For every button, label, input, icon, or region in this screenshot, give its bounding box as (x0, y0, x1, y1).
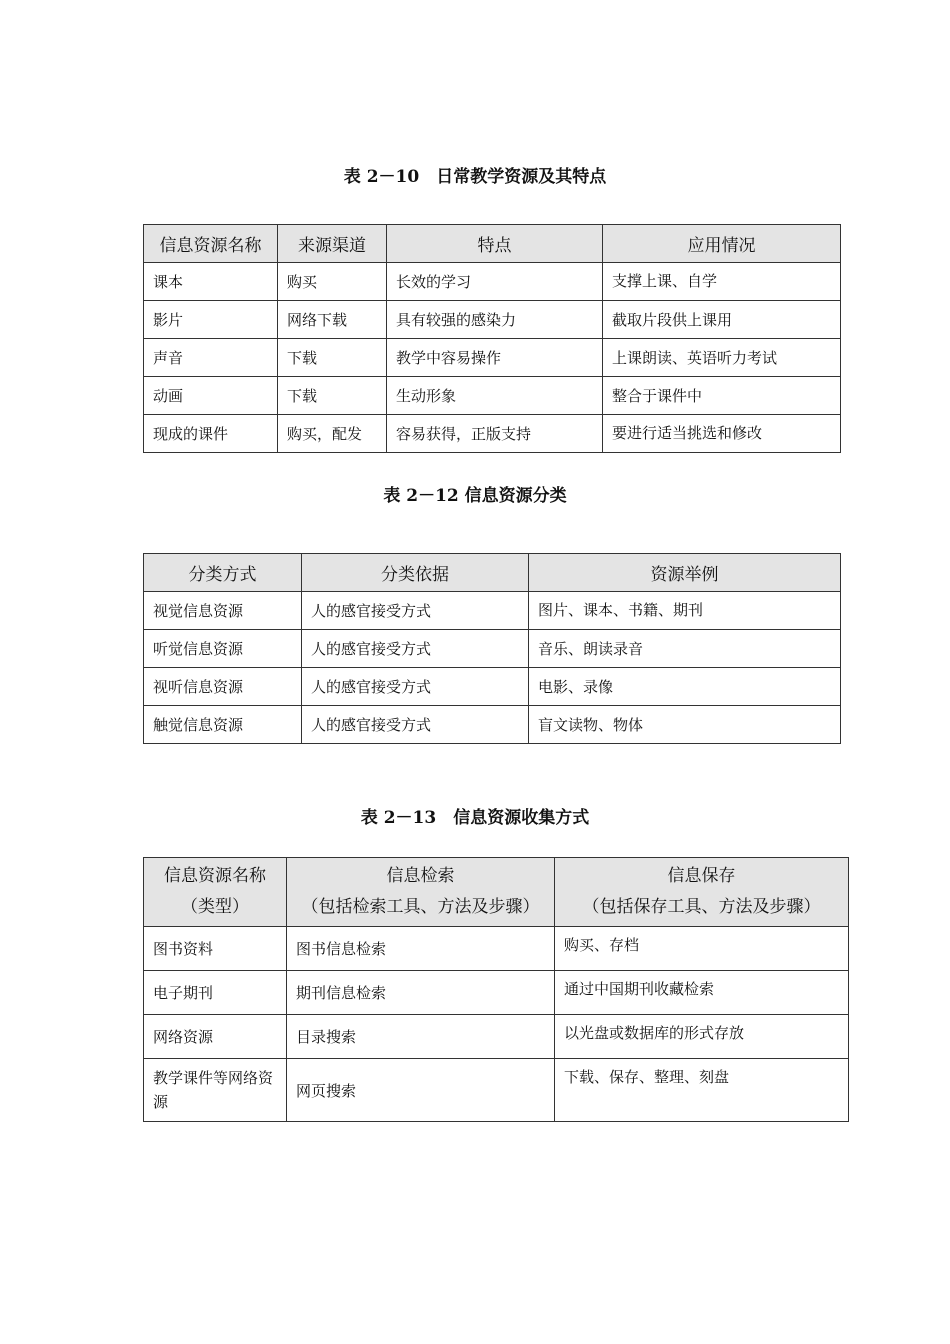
table-cell: 购买 (278, 263, 387, 301)
table-row (144, 1015, 849, 1059)
table-cell: 期刊信息检索 (287, 971, 555, 1015)
table-row (144, 377, 841, 415)
table-cell: 声音 (144, 339, 278, 377)
header-line: （类型） (181, 897, 249, 917)
header-line: 信息保存 (667, 866, 736, 886)
table-cell: 以光盘或数据库的形式存放 (555, 1015, 849, 1059)
table-cell: 听觉信息资源 (144, 630, 302, 668)
table-cell: 电子期刊 (144, 971, 287, 1015)
table-row (144, 668, 841, 706)
table-cell: 目录搜索 (287, 1015, 555, 1059)
table-row (144, 706, 841, 744)
table3-header-row (144, 858, 849, 927)
table-row (144, 339, 841, 377)
table-cell: 容易获得，正版支持 (387, 415, 603, 453)
table-row (144, 630, 841, 668)
table-cell: 电影、录像 (529, 668, 841, 706)
header-line: 信息检索 (386, 866, 455, 886)
table2-header-row (144, 554, 841, 592)
table-cell: 购买，配发 (278, 415, 387, 453)
header-line: 信息资源名称 (164, 866, 266, 886)
table-cell: 购买、存档 (555, 927, 849, 971)
table-cell: 下载、保存、整理、刻盘 (555, 1059, 849, 1122)
table-cell: 上课朗读、英语听力考试 (603, 339, 841, 377)
table-cell: 要进行适当挑选和修改 (603, 415, 841, 453)
table-cell: 下载 (278, 377, 387, 415)
table3-header-cell (144, 858, 287, 927)
table1-header-cell: 来源渠道 (278, 225, 387, 263)
table-cell: 网络下载 (278, 301, 387, 339)
table1 (143, 224, 841, 453)
table3-caption: 表 2－13 信息资源收集方式 (360, 808, 590, 828)
table2-header-cell: 分类依据 (302, 554, 529, 592)
table-row (144, 1059, 849, 1122)
table1-header-cell: 特点 (387, 225, 603, 263)
table-cell: 影片 (144, 301, 278, 339)
table-cell: 具有较强的感染力 (387, 301, 603, 339)
table-cell: 支撑上课、自学 (603, 263, 841, 301)
table-cell: 人的感官接受方式 (302, 592, 529, 630)
table-cell: 图书资料 (144, 927, 287, 971)
table-cell: 人的感官接受方式 (302, 706, 529, 744)
table-row (144, 971, 849, 1015)
table-cell: 课本 (144, 263, 278, 301)
table-cell: 图书信息检索 (287, 927, 555, 971)
table-row (144, 263, 841, 301)
table1-header-cell: 应用情况 (603, 225, 841, 263)
table-cell: 人的感官接受方式 (302, 630, 529, 668)
table-cell: 教学中容易操作 (387, 339, 603, 377)
table2 (143, 553, 841, 744)
header-line: （包括保存工具、方法及步骤） (582, 897, 821, 917)
table-cell: 动画 (144, 377, 278, 415)
table1-header-row (144, 225, 841, 263)
table-cell: 下载 (278, 339, 387, 377)
table-cell: 网络资源 (144, 1015, 287, 1059)
table-cell: 图片、课本、书籍、期刊 (529, 592, 841, 630)
table-cell: 触觉信息资源 (144, 706, 302, 744)
table-cell: 盲文读物、物体 (529, 706, 841, 744)
table-cell: 截取片段供上课用 (603, 301, 841, 339)
table-cell: 现成的课件 (144, 415, 278, 453)
table-cell: 生动形象 (387, 377, 603, 415)
table-cell: 教学课件等网络资源 (144, 1059, 287, 1122)
table-cell: 网页搜索 (287, 1059, 555, 1122)
table1-caption: 表 2－10 日常教学资源及其特点 (343, 167, 607, 187)
table2-header-cell: 分类方式 (144, 554, 302, 592)
table2-header-cell: 资源举例 (529, 554, 841, 592)
table-cell: 长效的学习 (387, 263, 603, 301)
table-cell: 整合于课件中 (603, 377, 841, 415)
table3-header-cell (287, 858, 555, 927)
table-row (144, 927, 849, 971)
table-cell: 音乐、朗读录音 (529, 630, 841, 668)
table-cell: 视听信息资源 (144, 668, 302, 706)
table-cell: 人的感官接受方式 (302, 668, 529, 706)
table-cell: 视觉信息资源 (144, 592, 302, 630)
table-row (144, 415, 841, 453)
table-row (144, 592, 841, 630)
table3 (143, 857, 849, 1122)
table1-header-cell: 信息资源名称 (144, 225, 278, 263)
table-row (144, 301, 841, 339)
table-cell: 通过中国期刊收藏检索 (555, 971, 849, 1015)
header-line: （包括检索工具、方法及步骤） (301, 897, 540, 917)
table3-header-cell (555, 858, 849, 927)
table2-caption: 表 2－12 信息资源分类 (383, 486, 567, 506)
